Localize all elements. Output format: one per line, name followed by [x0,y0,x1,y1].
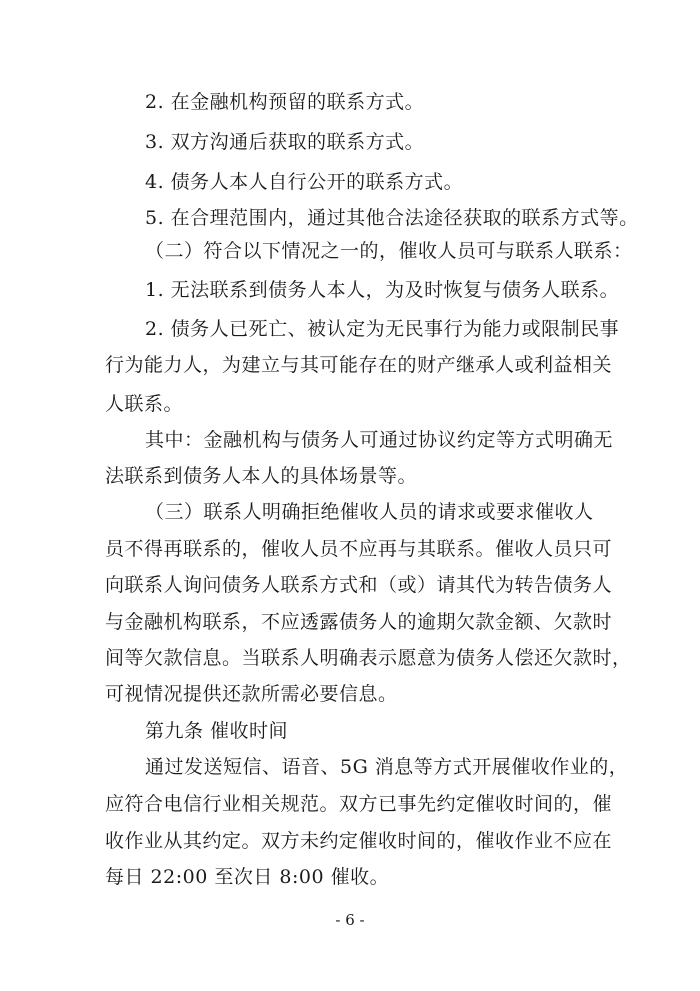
paragraph-line: 与金融机构联系，不应透露债务人的逾期欠款金额、欠款时 [105,611,613,633]
paragraph-line: 5. 在合理范围内，通过其他合法途径获取的联系方式等。 [145,207,639,229]
paragraph-line: 其中：金融机构与债务人可通过协议约定等方式明确无 [145,429,614,451]
paragraph-line: （三）联系人明确拒绝催收人员的请求或要求催收人 [145,501,594,523]
paragraph-line: 人联系。 [105,393,184,415]
paragraph-line: 2. 在金融机构预留的联系方式。 [145,91,425,113]
paragraph-line: 可视情况提供还款所需必要信息。 [105,683,398,705]
paragraph-line: 4. 债务人本人自行公开的联系方式。 [145,171,464,193]
paragraph-line: 向联系人询问债务人联系方式和（或）请其代为转告债务人 [105,574,613,596]
paragraph-line: 通过发送短信、语音、5G 消息等方式开展催收作业的， [145,756,629,778]
page-number: - 6 - [335,911,365,929]
paragraph-line: 行为能力人，为建立与其可能存在的财产继承人或利益相关 [105,354,613,376]
paragraph-line: 员不得再联系的，催收人员不应再与其联系。催收人员只可 [105,538,613,560]
paragraph-line: （二）符合以下情况之一的，催收人员可与联系人联系： [145,240,633,262]
article-heading: 第九条 催收时间 [145,720,289,742]
paragraph-line: 1. 无法联系到债务人本人，为及时恢复与债务人联系。 [145,279,620,301]
paragraph-line: 3. 双方沟通后获取的联系方式。 [145,131,425,153]
paragraph-line: 2. 债务人已死亡、被认定为无民事行为能力或限制民事 [145,318,620,340]
paragraph-line: 每日 22:00 至次日 8:00 催收。 [105,866,390,888]
paragraph-line: 法联系到债务人本人的具体场景等。 [105,465,418,487]
paragraph-line: 间等欠款信息。当联系人明确表示愿意为债务人偿还欠款时， [105,647,632,669]
paragraph-line: 收作业从其约定。双方未约定催收时间的，催收作业不应在 [105,830,613,852]
paragraph-line: 应符合电信行业相关规范。双方已事先约定催收时间的，催 [105,793,613,815]
